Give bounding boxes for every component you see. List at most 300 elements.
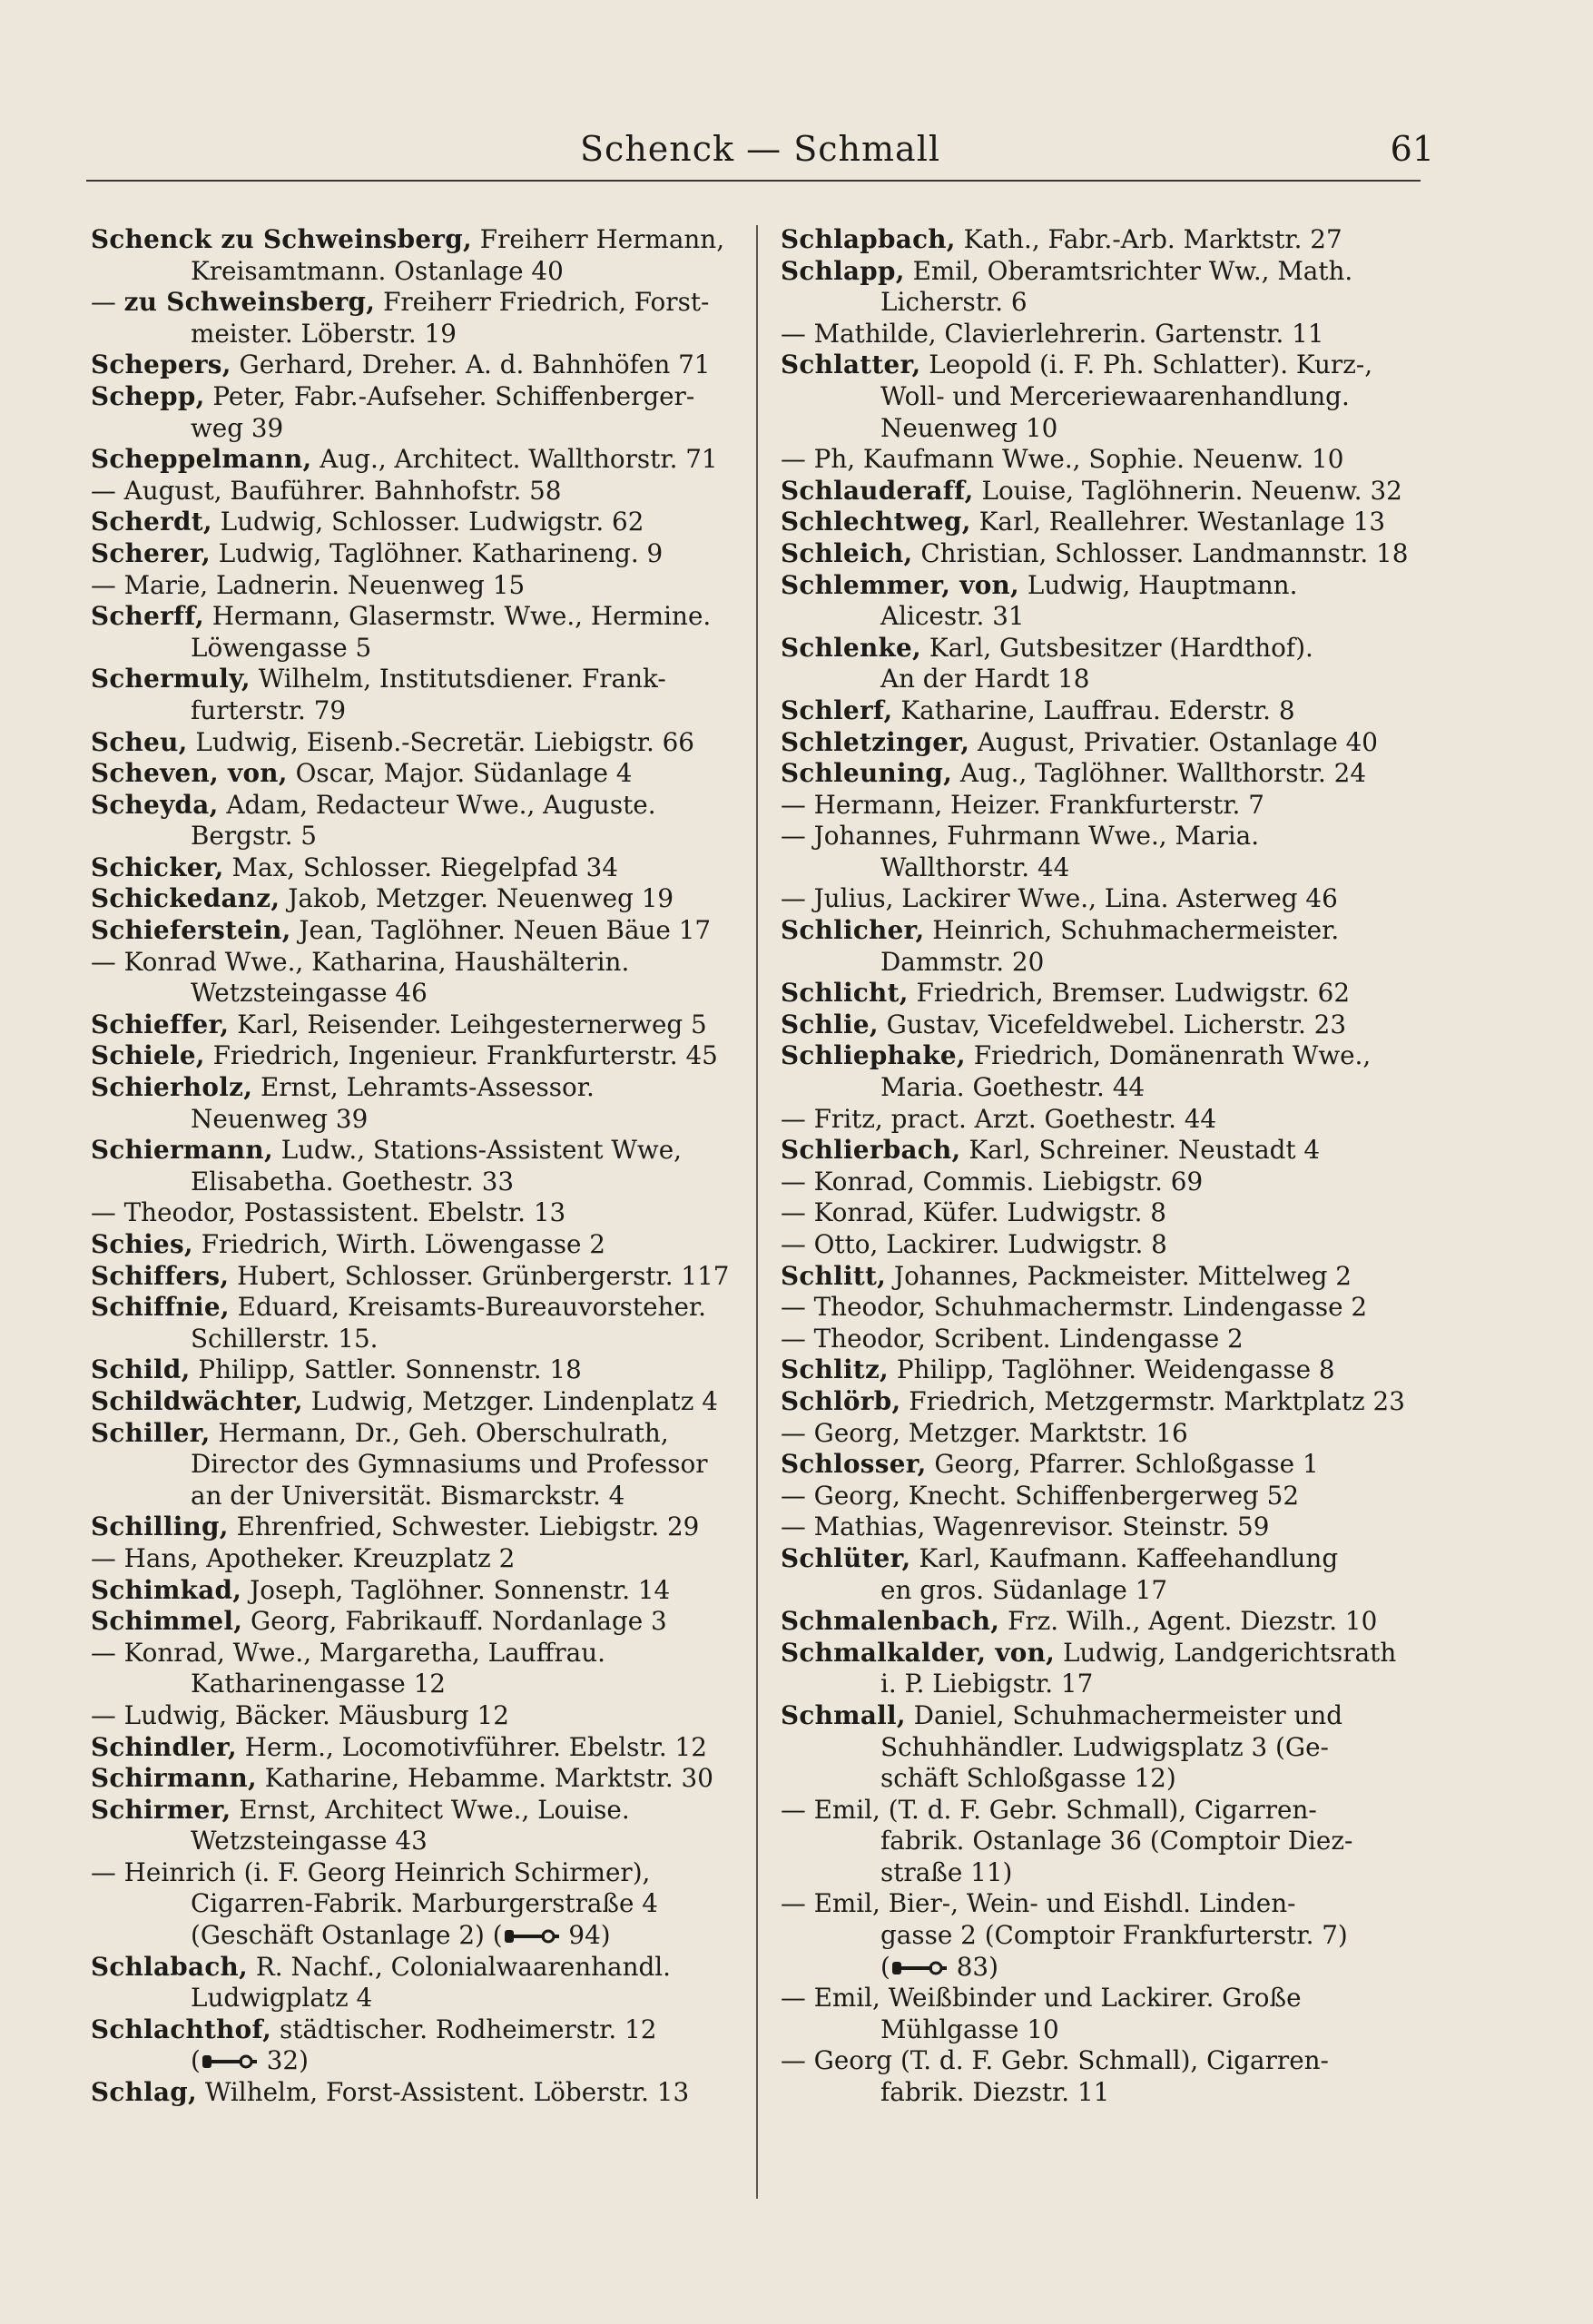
directory-entry-line (781, 1606, 1423, 1638)
entry-text: schäft Schloßgasse 12) (880, 1763, 1176, 1794)
entry-text: Friedrich, Domänenrath Wwe., (965, 1040, 1372, 1071)
directory-entry-line (91, 350, 742, 381)
entry-name: Schlapbach, (781, 224, 956, 254)
entry-continuation-line (781, 1669, 1423, 1700)
directory-entry-line (91, 1512, 742, 1543)
entry-text: Ludw., Stations-Assistent Wwe, (272, 1135, 682, 1166)
directory-entry-line (781, 883, 1423, 915)
entry-text: Karl, Reallehrer. Westanlage 13 (970, 507, 1386, 537)
directory-entry-line (91, 570, 742, 602)
entry-name: Schiffnie, (91, 1292, 230, 1323)
entry-text: Dammstr. 20 (880, 946, 1045, 977)
entry-text: Ludwig, Landgerichtsrath (1055, 1637, 1397, 1668)
entry-text: — Heinrich (i. F. Georg Heinrich Schirmer), (91, 1856, 651, 1887)
entry-text: Wilhelm, Forst-Assistent. Löberstr. 13 (197, 2077, 690, 2108)
entry-text: Ludwig, Eisenb.-Secretär. Liebigstr. 66 (187, 726, 694, 757)
entry-continuation-line (91, 695, 742, 727)
running-title: Schenck — Schmall (580, 129, 940, 169)
entry-name: Schleich, (781, 537, 913, 568)
entry-name: Schlicher, (781, 915, 925, 946)
entry-text: Mühlgasse 10 (880, 2014, 1059, 2044)
entry-text: August, Privatier. Ostanlage 40 (969, 726, 1378, 757)
entry-text: Ernst, Lehramts-Assessor. (252, 1072, 595, 1103)
entry-text: Cigarren-Fabrik. Marburgerstraße 4 (191, 1888, 658, 1919)
entry-text: Jakob, Metzger. Neuenweg 19 (280, 883, 674, 914)
directory-entry-line (91, 1135, 742, 1167)
entry-text: — Theodor, Postassistent. Ebelstr. 13 (91, 1197, 566, 1228)
entry-text: — Georg, Metzger. Marktstr. 16 (781, 1417, 1188, 1448)
page-number: 61 (1390, 129, 1434, 169)
entry-name: Schildwächter, (91, 1385, 303, 1416)
entry-name: Schermuly, (91, 664, 251, 694)
directory-entry-line (781, 2045, 1423, 2077)
directory-entry-line (781, 1197, 1423, 1229)
entry-text: Ludwigplatz 4 (191, 1983, 373, 2014)
entry-text: Christian, Schlosser. Landmannstr. 18 (912, 537, 1409, 568)
entry-continuation-line (781, 947, 1423, 979)
left-column (91, 224, 742, 2109)
entry-text: — Konrad, Wwe., Margaretha, Lauffrau. (91, 1637, 605, 1668)
directory-entry-line (781, 1888, 1423, 1920)
entry-text: — Hans, Apotheker. Kreuzplatz 2 (91, 1542, 516, 1573)
entry-name: Schlörb, (781, 1385, 901, 1416)
entry-name: Schlatter, (781, 350, 921, 380)
entry-name: Schild, (91, 1354, 191, 1385)
entry-text: — Julius, Lackirer Wwe., Lina. Asterweg 46 (781, 883, 1338, 914)
entry-name: Schlauderaff, (781, 475, 974, 506)
directory-entry-line (91, 1795, 742, 1827)
entry-continuation-line (91, 1920, 742, 1952)
entry-name: Scherer, (91, 537, 211, 568)
directory-entry-line (781, 538, 1423, 570)
entry-text: Philipp, Taglöhner. Weidengasse 8 (889, 1354, 1335, 1385)
entry-name: Schilling, (91, 1512, 229, 1542)
entry-text: Neuenweg 10 (880, 412, 1058, 443)
directory-entry-line (781, 1040, 1423, 1072)
entry-continuation-line (91, 1167, 742, 1198)
entry-name: Schierholz, (91, 1072, 253, 1103)
directory-entry-line (781, 1135, 1423, 1167)
entry-text: — Mathias, Wagenrevisor. Steinstr. 59 (781, 1512, 1270, 1542)
entry-name: Schiffers, (91, 1260, 230, 1291)
directory-entry-line (91, 758, 742, 790)
entry-name: Schlosser, (781, 1449, 927, 1480)
entry-name: Schickedanz, (91, 883, 280, 914)
entry-text: straße 11) (880, 1856, 1013, 1887)
entry-text: (Geschäft Ostanlage 2) ( (191, 1920, 503, 1951)
entry-name: Schlabach, (91, 1951, 249, 1982)
directory-entry-line (781, 1700, 1423, 1732)
entry-text: — Konrad, Küfer. Ludwigstr. 8 (781, 1197, 1166, 1228)
entry-continuation-line (781, 1952, 1423, 1984)
entry-continuation-line (781, 413, 1423, 445)
directory-entry-line (91, 1700, 742, 1732)
directory-entry-line (781, 350, 1423, 381)
directory-entry-line (91, 1261, 742, 1293)
directory-entry-line (91, 538, 742, 570)
directory-entry-line (91, 664, 742, 695)
directory-entry-line (781, 695, 1423, 727)
entry-name: Schletzinger, (781, 726, 970, 757)
entry-name: Schiermann, (91, 1135, 273, 1166)
directory-entry-line (781, 633, 1423, 665)
entry-text: Leopold (i. F. Ph. Schlatter). Kurz-, (920, 350, 1373, 380)
entry-name: Scheppelmann, (91, 444, 312, 475)
directory-entry-line (781, 1167, 1423, 1198)
entry-text: — Theodor, Schuhmachermstr. Lindengasse 2 (781, 1292, 1368, 1323)
entry-text: Adam, Redacteur Wwe., Auguste. (218, 789, 656, 820)
entry-text: Oscar, Major. Südanlage 4 (287, 758, 633, 789)
entry-text: ( (191, 2045, 201, 2076)
entry-text: R. Nachf., Colonialwaarenhandl. (248, 1951, 672, 1982)
directory-entry-line (91, 1009, 742, 1041)
entry-name: Schlemmer, von, (781, 569, 1020, 600)
directory-entry-line (781, 224, 1423, 256)
entry-continuation-line (781, 852, 1423, 884)
entry-text: Neuenweg 39 (191, 1103, 369, 1134)
entry-name: Scheu, (91, 726, 188, 757)
entry-text: — Theodor, Scribent. Lindengasse 2 (781, 1323, 1244, 1354)
entry-text: Katharinengasse 12 (191, 1669, 446, 1699)
entry-continuation-line (91, 1481, 742, 1512)
entry-continuation-line (91, 978, 742, 1009)
entry-text: Freiherr Hermann, (471, 224, 725, 254)
directory-entry-line (781, 444, 1423, 476)
directory-entry-line (781, 1324, 1423, 1355)
entry-text: Jean, Taglöhner. Neuen Bäue 17 (290, 915, 712, 946)
entry-text: meister. Löberstr. 19 (191, 318, 457, 349)
entry-text: — August, Bauführer. Bahnhofstr. 58 (91, 475, 562, 506)
entry-text: fabrik. Ostanlage 36 (Comptoir Diez- (880, 1826, 1353, 1856)
entry-name: Scherdt, (91, 507, 212, 537)
entry-continuation-line (781, 1920, 1423, 1952)
entry-text: ( (880, 1951, 890, 1982)
directory-entry-line (91, 507, 742, 538)
directory-entry-line (91, 1197, 742, 1229)
entry-text: — Otto, Lackirer. Ludwigstr. 8 (781, 1229, 1167, 1259)
telephone-icon (890, 1954, 949, 1972)
entry-text: — Georg, Knecht. Schiffenbergerweg 52 (781, 1480, 1300, 1511)
entry-text: Löwengasse 5 (191, 632, 372, 663)
entry-text: Friedrich, Metzgermstr. Marktplatz 23 (900, 1385, 1405, 1416)
entry-text: furterstr. 79 (191, 694, 347, 725)
entry-text: Frz. Wilh., Agent. Diezstr. 10 (999, 1606, 1378, 1637)
entry-continuation-line (91, 1449, 742, 1481)
entry-name: Schlicht, (781, 978, 909, 1009)
entry-text: fabrik. Diezstr. 11 (880, 2077, 1110, 2108)
entry-name: Schirmer, (91, 1794, 231, 1825)
entry-text: Ludwig, Metzger. Lindenplatz 4 (302, 1385, 718, 1416)
entry-text: Max, Schlosser. Riegelpfad 34 (223, 852, 618, 882)
directory-entry-line (781, 1543, 1423, 1575)
entry-text: an der Universität. Bismarckstr. 4 (191, 1480, 625, 1511)
directory-entry-line (91, 790, 742, 822)
entry-name: Schliephake, (781, 1040, 966, 1071)
entry-text: Friedrich, Bremser. Ludwigstr. 62 (908, 978, 1351, 1009)
entry-text: — Marie, Ladnerin. Neuenweg 15 (91, 569, 526, 600)
directory-entry-line (781, 507, 1423, 538)
directory-entry-line (91, 1763, 742, 1795)
entry-text: — Johannes, Fuhrmann Wwe., Maria. (781, 821, 1260, 852)
directory-entry-line (781, 1795, 1423, 1827)
entry-text: Hermann, Dr., Geh. Oberschulrath, (210, 1417, 669, 1448)
entry-text: Hermann, Glasermstr. Wwe., Hermine. (203, 601, 712, 632)
entry-name: Scherff, (91, 601, 204, 632)
entry-text: — (91, 287, 124, 318)
directory-entry-line (91, 2077, 742, 2109)
entry-name: Schlag, (91, 2077, 197, 2108)
entry-name: Schmalkalder, von, (781, 1637, 1056, 1668)
entry-text: Schuhhändler. Ludwigsplatz 3 (Ge- (880, 1731, 1329, 1762)
directory-entry-line (781, 1512, 1423, 1543)
entry-name: Schlapp, (781, 255, 905, 286)
entry-text: Ernst, Architect Wwe., Louise. (231, 1794, 630, 1825)
telephone-icon (503, 1922, 561, 1940)
directory-entry-line (781, 915, 1423, 947)
entry-text: — Emil, Weißbinder und Lackirer. Große (781, 1983, 1302, 2014)
entry-text: Alicestr. 31 (880, 601, 1025, 632)
entry-text: Ludwig, Taglöhner. Katharineng. 9 (210, 537, 664, 568)
entry-text: Daniel, Schuhmachermeister und (905, 1699, 1343, 1730)
entry-text: Schillerstr. 15. (191, 1323, 379, 1354)
entry-text: Katharine, Lauffrau. Ederstr. 8 (892, 694, 1295, 725)
entry-text: 83) (948, 1951, 998, 1982)
entry-text: Aug., Architect. Wallthorstr. 71 (311, 444, 718, 475)
entry-text: Herm., Locomotivführer. Ebelstr. 12 (236, 1731, 707, 1762)
entry-name: Schlachthof, (91, 2014, 272, 2044)
entry-name: Schlie, (781, 1009, 879, 1039)
directory-entry-line (91, 1543, 742, 1575)
directory-entry-line (91, 852, 742, 884)
directory-entry-line (781, 1481, 1423, 1512)
directory-entry-line (91, 1040, 742, 1072)
entry-text: Friedrich, Ingenieur. Frankfurterstr. 45 (204, 1040, 718, 1071)
entry-text: Licherstr. 6 (880, 287, 1028, 318)
directory-entry-line (91, 1418, 742, 1450)
directory-entry-line (91, 381, 742, 413)
entry-text: Georg, Fabrikauff. Nordanlage 3 (242, 1606, 667, 1637)
entry-name: Scheyda, (91, 789, 219, 820)
entry-text: — Georg (T. d. F. Gebr. Schmall), Cigarren- (781, 2045, 1329, 2076)
entry-text: Wetzsteingasse 43 (191, 1826, 428, 1856)
entry-continuation-line (91, 1826, 742, 1857)
directory-entry-line (781, 1104, 1423, 1136)
entry-text: weg 39 (191, 412, 284, 443)
directory-entry-line (781, 1292, 1423, 1324)
entry-continuation-line (91, 319, 742, 350)
entry-name: Schleuning, (781, 758, 953, 789)
column-divider (756, 225, 758, 2199)
entry-text: Katharine, Hebamme. Marktstr. 30 (256, 1763, 713, 1794)
entry-name: zu Schweinsberg, (123, 287, 376, 318)
entry-text: en gros. Südanlage 17 (880, 1574, 1168, 1605)
entry-name: Schiele, (91, 1040, 205, 1071)
directory-entry-line (781, 821, 1423, 852)
entry-continuation-line (91, 413, 742, 445)
entry-name: Schiller, (91, 1417, 211, 1448)
entry-name: Schlechtweg, (781, 507, 971, 537)
entry-text: — Ludwig, Bäcker. Mäusburg 12 (91, 1699, 509, 1730)
entry-continuation-line (91, 1104, 742, 1136)
entry-text: gasse 2 (Comptoir Frankfurterstr. 7) (880, 1920, 1348, 1951)
directory-entry-line (781, 1386, 1423, 1418)
entry-continuation-line (781, 2077, 1423, 2109)
page-header (86, 125, 1434, 176)
entry-continuation-line (91, 1983, 742, 2014)
entry-name: Schmalenbach, (781, 1606, 1000, 1637)
directory-entry-line (91, 1575, 742, 1607)
directory-entry-line (91, 2014, 742, 2046)
entry-text: Georg, Pfarrer. Schloßgasse 1 (926, 1449, 1319, 1480)
directory-entry-line (91, 1952, 742, 1984)
directory-entry-line (91, 1857, 742, 1889)
entry-name: Schieferstein, (91, 915, 291, 946)
entry-text: Maria. Goethestr. 44 (880, 1072, 1146, 1103)
entry-text: Wilhelm, Institutsdiener. Frank- (250, 664, 666, 694)
entry-text: städtischer. Rodheimerstr. 12 (271, 2014, 657, 2044)
entry-continuation-line (781, 601, 1423, 633)
directory-entry-line (781, 570, 1423, 602)
entry-name: Schies, (91, 1229, 193, 1259)
entry-continuation-line (91, 1669, 742, 1700)
entry-continuation-line (781, 1857, 1423, 1889)
entry-name: Schlüter, (781, 1542, 911, 1573)
entry-continuation-line (781, 1575, 1423, 1607)
directory-entry-line (781, 256, 1423, 288)
directory-entry-line (781, 1418, 1423, 1450)
entry-text: Hubert, Schlosser. Grünbergerstr. 117 (229, 1260, 730, 1291)
entry-continuation-line (781, 2014, 1423, 2046)
entry-continuation-line (781, 1732, 1423, 1764)
entry-continuation-line (781, 381, 1423, 413)
directory-entry-line (91, 915, 742, 947)
entry-text: Eduard, Kreisamts-Bureauvorsteher. (229, 1292, 706, 1323)
entry-text: Gerhard, Dreher. A. d. Bahnhöfen 71 (231, 350, 711, 380)
entry-text: 32) (258, 2045, 309, 2076)
entry-continuation-line (91, 1888, 742, 1920)
entry-name: Schlerf, (781, 694, 893, 725)
directory-entry-line (781, 1983, 1423, 2014)
directory-entry-line (91, 444, 742, 476)
entry-text: — Konrad, Commis. Liebigstr. 69 (781, 1166, 1204, 1196)
entry-text: Johannes, Packmeister. Mittelweg 2 (886, 1260, 1352, 1291)
entry-continuation-line (91, 2045, 742, 2077)
entry-name: Schicker, (91, 852, 224, 882)
entry-name: Schlenke, (781, 632, 921, 663)
entry-text: Kath., Fabr.-Arb. Marktstr. 27 (955, 224, 1342, 254)
entry-text: Kreisamtmann. Ostanlage 40 (191, 255, 564, 286)
entry-text: Gustav, Vicefeldwebel. Licherstr. 23 (878, 1009, 1347, 1039)
entry-text: — Fritz, pract. Arzt. Goethestr. 44 (781, 1103, 1217, 1134)
entry-continuation-line (91, 1324, 742, 1355)
directory-entry-line (91, 601, 742, 633)
directory-entry-line (781, 1449, 1423, 1481)
right-column (781, 224, 1423, 2109)
directory-entry-line (781, 319, 1423, 350)
directory-entry-line (91, 883, 742, 915)
entry-text: An der Hardt 18 (880, 664, 1090, 694)
entry-text: Friedrich, Wirth. Löwengasse 2 (192, 1229, 605, 1259)
directory-entry-line (91, 1072, 742, 1104)
entry-text: Wetzsteingasse 46 (191, 978, 428, 1009)
directory-entry-line (91, 476, 742, 507)
entry-text: Philipp, Sattler. Sonnenstr. 18 (190, 1354, 582, 1385)
entry-text: Freiherr Friedrich, Forst- (375, 287, 710, 318)
entry-text: Elisabetha. Goethestr. 33 (191, 1166, 515, 1196)
entry-continuation-line (91, 633, 742, 665)
entry-text: Ehrenfried, Schwester. Liebigstr. 29 (228, 1512, 700, 1542)
directory-entry-line (91, 1638, 742, 1669)
directory-entry-line (91, 1606, 742, 1638)
entry-text: Ludwig, Hauptmann. (1019, 569, 1298, 600)
entry-text: Joseph, Taglöhner. Sonnenstr. 14 (241, 1574, 671, 1605)
entry-text: i. P. Liebigstr. 17 (880, 1669, 1094, 1699)
directory-entry-line (781, 476, 1423, 507)
entry-text: Bergstr. 5 (191, 821, 317, 852)
entry-text: Karl, Reisender. Leihgesternerweg 5 (229, 1009, 707, 1039)
telephone-icon (201, 2047, 259, 2065)
directory-entry-line (781, 1229, 1423, 1261)
entry-text: Ludwig, Schlosser. Ludwigstr. 62 (211, 507, 644, 537)
entry-name: Schmall, (781, 1699, 906, 1730)
entry-name: Schieffer, (91, 1009, 230, 1039)
entry-text: Woll- und Merceriewaarenhandlung. (880, 380, 1350, 411)
entry-name: Schepp, (91, 380, 205, 411)
entry-name: Schepers, (91, 350, 231, 380)
entry-text: — Konrad Wwe., Katharina, Haushälterin. (91, 946, 630, 977)
entry-name: Scheven, von, (91, 758, 288, 789)
entry-name: Schindler, (91, 1731, 237, 1762)
directory-entry-line (781, 1638, 1423, 1669)
directory-entry-line (91, 947, 742, 979)
directory-entry-line (91, 1292, 742, 1324)
entry-text: — Emil, Bier-, Wein- und Eishdl. Linden- (781, 1888, 1296, 1919)
directory-entry-line (91, 727, 742, 759)
entry-text: Wallthorstr. 44 (880, 852, 1070, 882)
entry-name: Schlitz, (781, 1354, 890, 1385)
directory-entry-line (91, 287, 742, 319)
entry-text: Heinrich, Schuhmachermeister. (924, 915, 1340, 946)
entry-name: Schimkad, (91, 1574, 242, 1605)
entry-continuation-line (781, 1072, 1423, 1104)
directory-entry-line (781, 1261, 1423, 1293)
entry-continuation-line (781, 664, 1423, 695)
directory-entry-line (781, 1009, 1423, 1041)
directory-entry-line (91, 224, 742, 256)
entry-text: — Emil, (T. d. F. Gebr. Schmall), Cigarren- (781, 1794, 1317, 1825)
directory-entry-line (91, 1229, 742, 1261)
directory-entry-line (781, 790, 1423, 822)
entry-name: Schlitt, (781, 1260, 887, 1291)
entry-text: — Hermann, Heizer. Frankfurterstr. 7 (781, 789, 1264, 820)
entry-continuation-line (91, 256, 742, 288)
directory-entry-line (91, 1732, 742, 1764)
entry-text: — Ph, Kaufmann Wwe., Sophie. Neuenw. 10 (781, 444, 1344, 475)
entry-name: Schirmann, (91, 1763, 257, 1794)
entry-text: Peter, Fabr.-Aufseher. Schiffenberger- (204, 380, 695, 411)
directory-entry-line (781, 758, 1423, 790)
entry-text: Karl, Gutsbesitzer (Hardthof). (921, 632, 1313, 663)
directory-entry-line (781, 1354, 1423, 1386)
entry-text: Karl, Schreiner. Neustadt 4 (960, 1135, 1321, 1166)
entry-continuation-line (781, 1826, 1423, 1857)
entry-name: Schenck zu Schweinsberg, (91, 224, 472, 254)
directory-entry-line (91, 1386, 742, 1418)
entry-text: Karl, Kaufmann. Kaffeehandlung (910, 1542, 1339, 1573)
entry-name: Schimmel, (91, 1606, 243, 1637)
directory-entry-line (781, 978, 1423, 1009)
entry-text: Director des Gymnasiums und Professor (191, 1449, 708, 1480)
